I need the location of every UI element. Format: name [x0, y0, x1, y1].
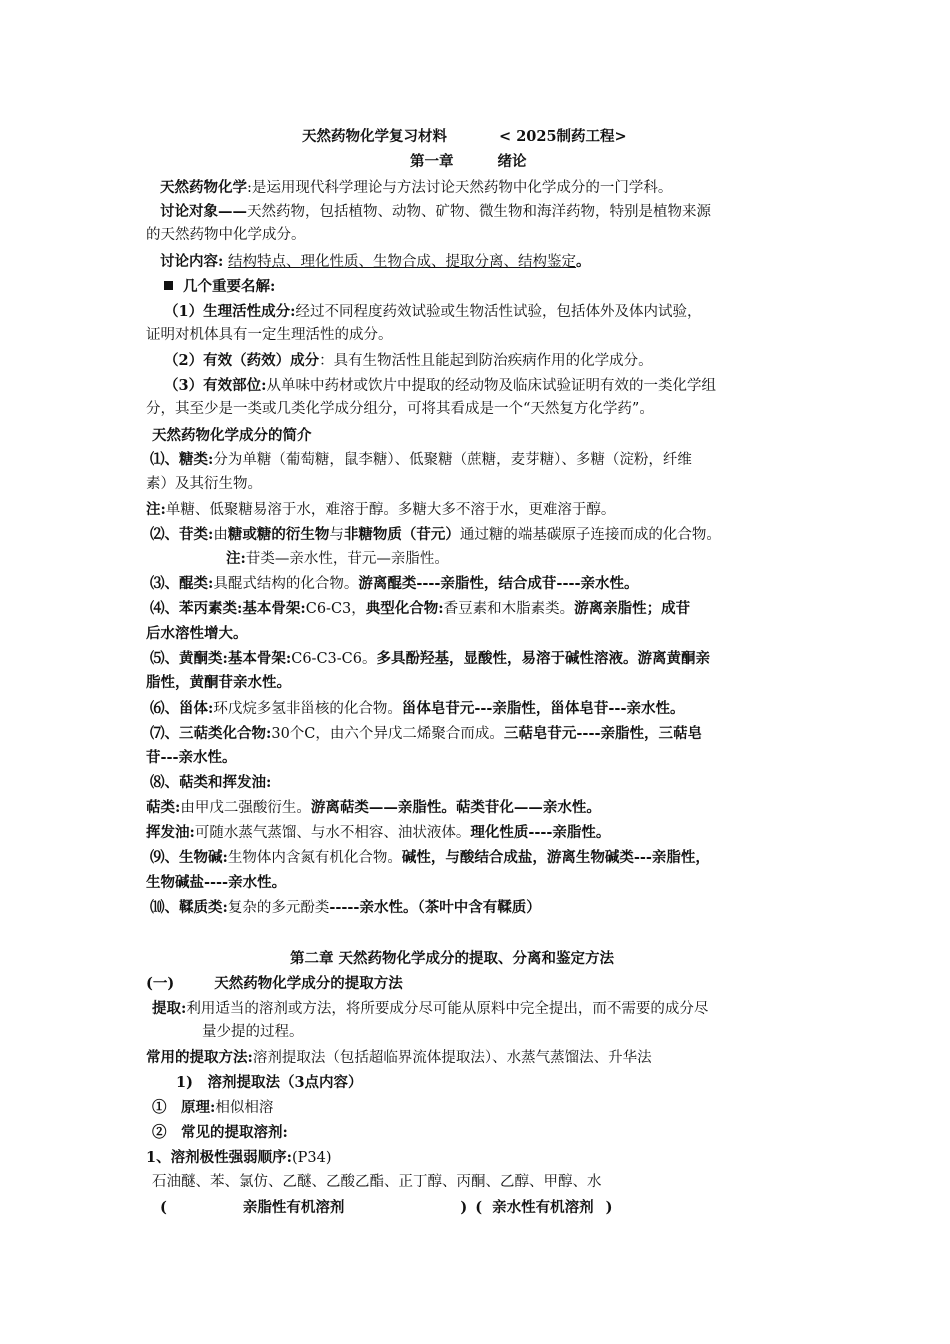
section1-heading — [146, 971, 818, 996]
item4-text-e: 后水溶性增大。 — [146, 625, 248, 642]
oil-label: 挥发油: — [146, 824, 195, 841]
item9-bold: 碱性，与酸结合成盐，游离生物碱类---亲脂性， — [401, 849, 710, 866]
item1-line-2 — [146, 472, 818, 497]
term3-label: （3）有效部位: — [164, 377, 267, 394]
item3-line — [150, 571, 822, 597]
item9-line-2 — [146, 870, 818, 895]
note2-text: 苷类—亲水性，苷元—亲脂性。 — [245, 551, 449, 567]
item4-text-b: 典型化合物: — [365, 600, 444, 617]
object-text-1: 天然药物，包括植物、动物、矿物、微生物和海洋药物，特别是植物来源 — [247, 204, 711, 220]
lipophilic-label: 亲脂性有机溶剂 — [242, 1199, 345, 1216]
title-tag: < 2025制药工程> — [499, 128, 627, 145]
item4-line-1 — [150, 596, 822, 622]
item5-label: ⑸、黄酮类:基本骨架: — [150, 650, 292, 667]
term1-line-2 — [146, 323, 818, 348]
extraction-line-2 — [202, 1020, 874, 1045]
content-label: 讨论内容: — [160, 253, 224, 270]
object-label: 讨论对象—— — [160, 203, 247, 220]
term1-label: （1）生理活性成分: — [164, 303, 296, 320]
term3-text-2: 分，其至少是一类或几类化学成分组分，可将其看成是一个“天然复方化学药”。 — [146, 401, 654, 417]
polarity-ref: (P34) — [291, 1150, 332, 1166]
item8-label: ⑻、萜类和挥发油: — [150, 774, 272, 791]
content-line — [160, 249, 832, 275]
item4-text-a: C6-C3， — [305, 601, 366, 617]
item3-text: 具醌式结构的化合物。 — [213, 576, 359, 592]
oil-text: 可随水蒸气蒸馏、与水不相容、油状液体。 — [194, 825, 471, 841]
item6-label: ⑹、甾体: — [150, 700, 214, 717]
terpene-line — [146, 795, 818, 821]
item7-label: ⑺、三萜类化合物: — [150, 725, 272, 742]
principle-label: ① 原理: — [152, 1099, 216, 1116]
term1-line-1 — [164, 299, 836, 325]
item4-label: ⑷、苯丙素类:基本骨架: — [150, 600, 306, 617]
item9-text: 生物体内含氮有机化合物。 — [227, 850, 402, 866]
item7-line-1 — [150, 721, 822, 747]
hydrophilic-label: 亲水性有机溶剂 — [492, 1199, 594, 1216]
title-text: 天然药物化学复习材料 — [302, 128, 447, 145]
item7-text: 30个C，由六个异戊二烯聚合而成。 — [271, 726, 504, 742]
item9-label: ⑼、生物碱: — [150, 849, 228, 866]
methods-text: 溶剂提取法（包括超临界流体提取法）、水蒸气蒸馏法、升华法 — [252, 1050, 652, 1066]
terms-heading — [164, 274, 836, 299]
item1-label: ⑴、糖类: — [150, 451, 214, 468]
object-text-2: 的天然药物中化学成分。 — [146, 227, 306, 243]
extraction-label: 提取: — [152, 1000, 187, 1017]
item6-text: 环戊烷多氢非甾核的化合物。 — [213, 701, 402, 717]
oil-bold: 理化性质----亲脂性。 — [470, 824, 611, 841]
doc-title — [302, 124, 950, 149]
object-line-1 — [160, 199, 832, 225]
item7-bold: 三萜皂苷元----亲脂性，三萜皂 — [503, 725, 702, 742]
polarity-label: 1、溶剂极性强弱顺序: — [146, 1149, 292, 1166]
chapter1-heading — [410, 149, 950, 174]
item5-text-c: 脂性，黄酮苷亲水性。 — [146, 674, 291, 691]
term3-text-1: 从单味中药材或饮片中提取的经动物及临床试验证明有效的一类化学组 — [266, 378, 716, 394]
note2-line — [226, 546, 898, 572]
chapter2-heading — [290, 946, 950, 971]
item2-text-d: 非糖物质（苷元） — [343, 526, 460, 543]
item2-line — [150, 522, 822, 548]
item7-bold-2: 苷---亲水性。 — [146, 749, 237, 766]
oil-line — [146, 820, 818, 846]
extraction-line-1 — [152, 996, 824, 1022]
intro-heading — [152, 423, 824, 448]
item8-line — [150, 770, 822, 795]
object-line-2 — [146, 223, 818, 248]
item9-bold-2: 生物碱盐----亲水性。 — [146, 874, 287, 891]
lipo-close: ) — [460, 1199, 468, 1216]
chapter1-name: 绪论 — [497, 153, 527, 170]
solvent-list-line — [152, 1170, 824, 1195]
note1-text: 单糖、低聚糖易溶于水，难溶于醇。多糖大多不溶于水，更难溶于醇。 — [165, 502, 616, 518]
item10-line — [150, 895, 822, 921]
polarity-line — [146, 1145, 818, 1171]
definition-label: 天然药物化学 — [160, 179, 247, 196]
item10-label: ⑽、鞣质类: — [150, 899, 228, 916]
term2-line — [164, 348, 836, 374]
item2-text-e: 通过糖的端基碳原子连接而成的化合物。 — [459, 527, 721, 543]
content-end: 。 — [575, 253, 591, 270]
item6-line — [150, 696, 822, 722]
term2-text: ：具有生物活性且能起到防治疾病作用的化学成分。 — [319, 353, 653, 369]
hydro-close: ) — [605, 1199, 613, 1216]
term1-text-1: 经过不同程度药效试验或生物活性试验，包括体外及体内试验， — [295, 304, 702, 320]
methods-label: 常用的提取方法: — [146, 1049, 253, 1066]
item7-line-2 — [146, 745, 818, 770]
method1-heading — [176, 1070, 848, 1095]
item1-text-2: 素）及其衍生物。 — [146, 476, 262, 492]
content-text: 结构特点、理化性质、生物合成、提取分离、结构鉴定 — [227, 254, 576, 270]
methods-line — [146, 1045, 818, 1071]
item4-text-d: 游离亲脂性；成苷 — [574, 600, 691, 617]
solvents-heading — [152, 1120, 824, 1145]
note2-label: 注: — [226, 550, 246, 567]
item2-label: ⑵、苷类: — [150, 526, 214, 543]
item4-text-c: 香豆素和木脂素类。 — [443, 601, 575, 617]
note1-label: 注: — [146, 501, 166, 518]
solvent-classes-line — [160, 1195, 832, 1220]
principle-line — [152, 1095, 824, 1121]
term1-text-2: 证明对机体具有一定生理活性的成分。 — [146, 327, 393, 343]
solvent-list: 石油醚、苯、氯仿、乙醚、乙酸乙酯、正丁醇、丙酮、乙醇、甲醇、水 — [152, 1174, 602, 1190]
term2-label: （2）有效（药效）成分 — [164, 352, 320, 369]
terpene-label: 萜类: — [146, 799, 181, 816]
section1-title: 天然药物化学成分的提取方法 — [214, 975, 403, 992]
chapter2-title: 第二章 天然药物化学成分的提取、分离和鉴定方法 — [290, 950, 615, 967]
definition-line — [160, 175, 832, 201]
section1-number: (一) — [146, 975, 175, 992]
solvents-heading-text: ② 常见的提取溶剂: — [152, 1124, 288, 1141]
extraction-text-1: 利用适当的溶剂或方法，将所要成分尽可能从原料中完全提出，而不需要的成分尽 — [186, 1001, 709, 1017]
term3-line-2 — [146, 397, 818, 422]
item6-bold: 甾体皂苷元---亲脂性，甾体皂苷---亲水性。 — [401, 700, 685, 717]
item3-bold: 游离醌类----亲脂性，结合成苷----亲水性。 — [358, 575, 639, 592]
principle-text: 相似相溶 — [215, 1100, 274, 1116]
terms-heading-text: 几个重要名解: — [183, 278, 276, 295]
item5-line-1 — [150, 646, 822, 672]
item2-text-a: 由 — [213, 527, 228, 543]
item5-line-2 — [146, 670, 818, 695]
item4-line-2 — [146, 621, 818, 646]
lipo-open: ( — [160, 1199, 167, 1216]
term3-line-1 — [164, 373, 836, 399]
item5-text-a: C6-C3-C6。 — [291, 651, 377, 667]
terpene-text: 由甲戊二强酸衍生。 — [180, 800, 311, 816]
definition-text: :是运用现代科学理论与方法讨论天然药物中化学成分的一门学科。 — [247, 180, 673, 196]
square-bullet-icon — [164, 281, 173, 290]
chapter1-number: 第一章 — [410, 153, 454, 170]
item1-line-1 — [150, 447, 822, 473]
item10-bold: -----亲水性。（茶叶中含有鞣质） — [329, 899, 541, 916]
item2-text-c: 与 — [329, 527, 344, 543]
item9-line-1 — [150, 845, 822, 871]
item1-text-1: 分为单糖（葡萄糖，鼠李糖）、低聚糖（蔗糖，麦芽糖）、多糖（淀粉，纤维 — [213, 452, 692, 468]
intro-heading-text: 天然药物化学成分的简介 — [152, 427, 312, 444]
terpene-bold: 游离萜类——亲脂性。萜类苷化——亲水性。 — [310, 799, 601, 816]
item3-label: ⑶、醌类: — [150, 575, 214, 592]
item5-text-b: 多具酚羟基，显酸性，易溶于碱性溶液。游离黄酮亲 — [376, 650, 710, 667]
method1-title: 1) 溶剂提取法（3点内容） — [176, 1074, 363, 1091]
item2-text-b: 糖或糖的衍生物 — [227, 526, 330, 543]
extraction-text-2: 量少提的过程。 — [202, 1024, 304, 1040]
hydro-open: ( — [475, 1199, 483, 1216]
item10-text: 复杂的多元酚类 — [227, 900, 330, 916]
note1-line — [146, 497, 818, 523]
